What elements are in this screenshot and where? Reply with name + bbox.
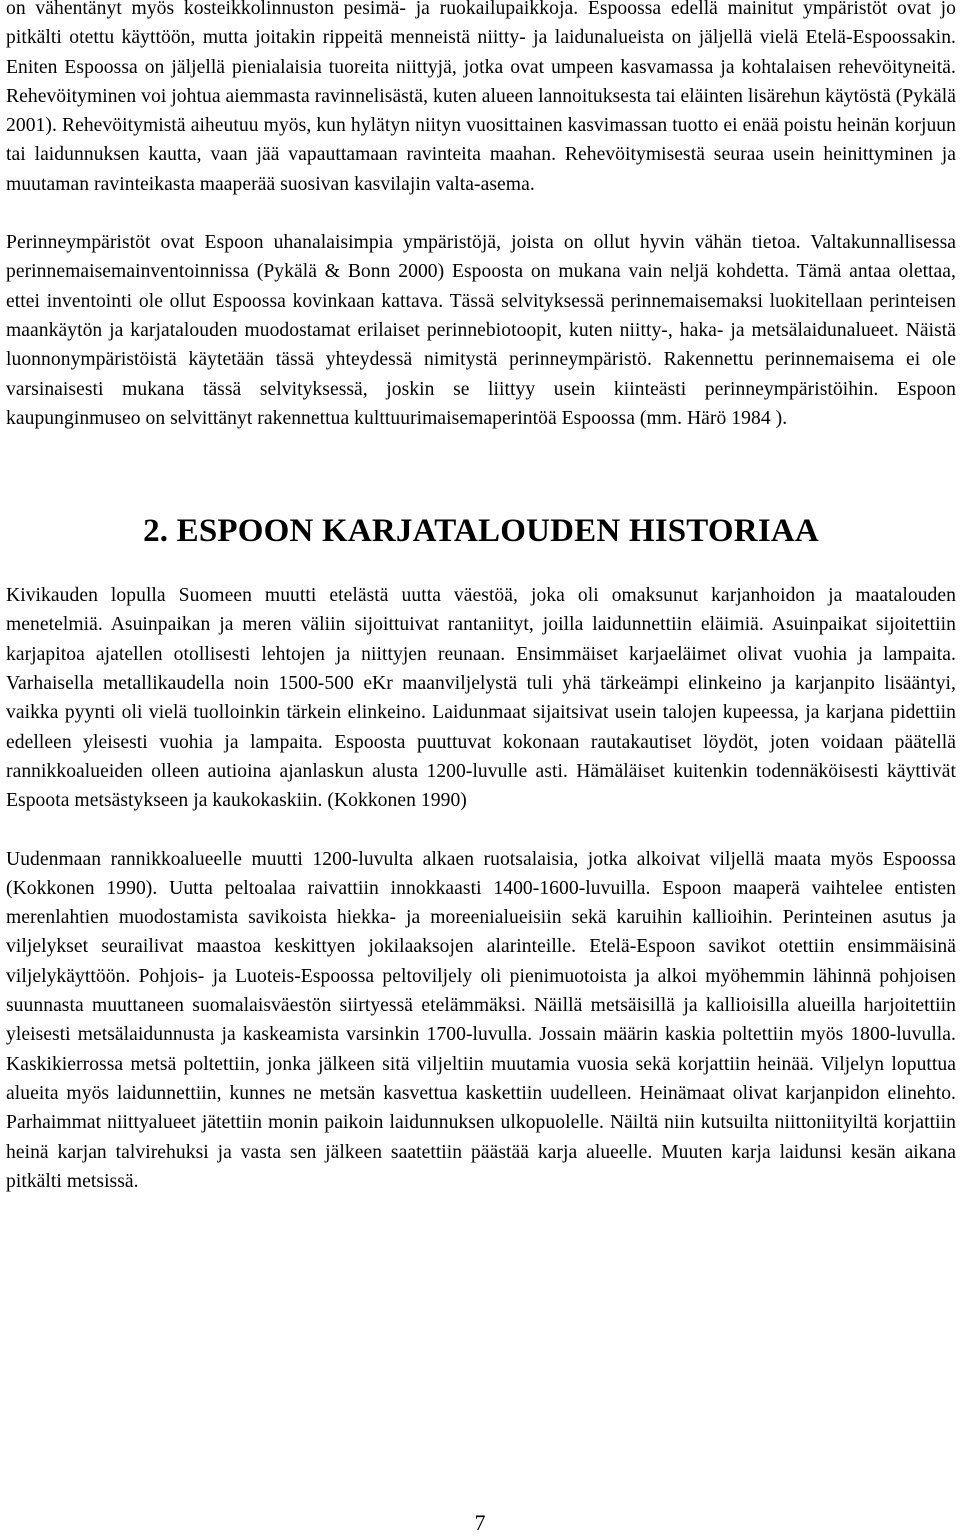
body-paragraph: Kivikauden lopulla Suomeen muutti etelästä uutta väestöä, joka oli omaksunut karjanhoidon ja maatalouden menetelmiä. Asuinpaikan ja meren väliin sijoittuivat rantaniityt, joilla laidunnettiin eläimiä. Asuinpaikat sijoitettiin karjapitoa ajatellen otollisesti lehtojen ja niittyjen reunaan. Ensimmäiset karjaeläimet olivat vuohia ja lampaita. Varhaisella metallikaudella noin 1500-500 eKr maanviljelystä tuli yhä tärkeämpi elinkeino ja karjanpito lisääntyi, vaikka pyynti oli vielä tuolloinkin tärkein elinkeino. Laidunmaat sijaitsivat usein talojen kupeessa, ja karjana pidettiin edelleen yleisesti vuohia ja lampaita. Espoosta puuttuvat kokonaan rautakautiset löydöt, joten voidaan päätellä rannikkoalueiden olleen autioina ajanlaskun alusta 1200-luvulle asti. Hämäläiset kuitenkin todennäköisesti käyttivät Espoota metsästykseen ja kaukokaskiin. (Kokkonen 1990) — [6, 585, 956, 812]
section-heading: 2. ESPOON KARJATALOUDEN HISTORIAA — [143, 513, 819, 550]
body-paragraph: Perinneympäristöt ovat Espoon uhanalaisimpia ympäristöjä, joista on ollut hyvin vähän tietoa. Valtakunnallisessa perinnemaisemainventoinnissa (Pykälä & Bonn 2000) Espoosta on mukana vain neljä kohdetta. Tämä antaa olettaa, ettei inventointi ole ollut Espoossa kovinkaan kattava. Tässä selvityksessä perinnemaisemaksi luokitellaan perinteisen maankäytön ja karjatalouden muodostamat erilaiset perinnebiotoopit, kuten niitty-, haka- ja metsälaidunalueet. Näistä luonnonympäristöistä käytetään tässä yhteydessä nimitystä perinneympäristö. Rakennettu perinnemaisema ei ole varsinaisesti mukana tässä selvityksessä, joskin se liittyy usein kiinteästi perinneympäristöihin. Espoon kaupunginmuseo on selvittänyt rakennettua kulttuurimaisemaperintöä Espoossa (mm. Härö 1984 ). — [6, 232, 956, 429]
body-paragraph: on vähentänyt myös kosteikkolinnuston pesimä- ja ruokailupaikkoja. Espoossa edellä mainitut ympäristöt ovat jo pitkälti otettu käyttöön, mutta joitakin rippeitä menneistä niitty- ja laidunalueista on jäljellä vielä Etelä-Espoossakin. Eniten Espoossa on jäljellä pienialaisia tuoreita niittyjä, jotka ovat umpeen kasvamassa ja kohtalaisen rehevöityneitä. Rehevöityminen voi johtua aiemmasta ravinnelisästä, kuten alueen lannoituksesta tai eläinten lisärehun käytöstä (Pykälä 2001). Rehevöitymistä aiheutuu myös, kun hylätyn niityn vuosittainen kasvimassan tuotto ei enää poistu heinän korjuun tai laidunnuksen kautta, vaan jää vapauttamaan ravinteita maahan. Rehevöitymisestä seuraa usein heinittyminen ja muutaman ravinteikasta maaperää suosivan kasvilajin valta-asema. — [6, 0, 956, 195]
page-number: 7 — [474, 1510, 486, 1535]
body-paragraph: Uudenmaan rannikkoalueelle muutti 1200-luvulta alkaen ruotsalaisia, jotka alkoivat viljellä maata myös Espoossa (Kokkonen 1990). Uutta peltoalaa raivattiin innokkaasti 1400-1600-luvuilla. Espoon maaperä vaihtelee entisten merenlahtien muodostamista savikoista hiekka- ja moreenialueisiin sekä karuihin kallioihin. Perinteinen asutus ja viljelykset seurailivat maastoa keskittyen jokilaaksojen alarinteille. Etelä-Espoon savikot otettiin ensimmäisinä viljelykäyttöön. Pohjois- ja Luoteis-Espoossa peltoviljely oli pienimuotoista ja alkoi myöhemmin lähinnä pohjoisen suunnasta muuttaneen suomalaisväestön siirtyessä etelämmäksi. Näillä metsäisillä ja kallioisilla alueilla harjoitettiin yleisesti metsälaidunnusta ja kaskeamista varsinkin 1700-luvulla. Jossain määrin kaskia poltettiin myös 1800-luvulla. Kaskikierrossa metsä poltettiin, jonka jälkeen sitä viljeltiin muutamia vuosia sekä korjattiin heinää. Viljelyn loputtua alueita myös laidunnettiin, kunnes ne metsän kasvettua kaskettiin uudelleen. Heinämaat olivat karjanpidon elinehto. Parhaimmat niittyalueet jätettiin monin paikoin laidunnuksen ulkopuolelle. Näiltä niin kutsuilta niittoniityiltä korjattiin heinä karjan talvirehuksi ja vasta sen jälkeen saatettiin päästää karja alueelle. Muuten karja laidunsi kesän aikana pitkälti metsissä. — [6, 848, 956, 1192]
